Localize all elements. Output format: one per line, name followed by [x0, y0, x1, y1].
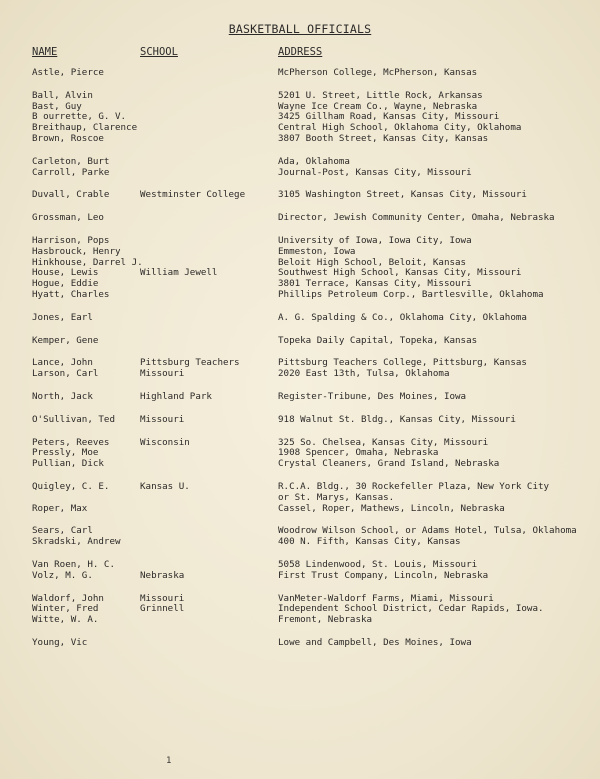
official-address: 325 So. Chelsea, Kansas City, Missouri: [278, 436, 489, 448]
official-address: A. G. Spalding & Co., Oklahoma City, Oklahoma: [278, 311, 527, 323]
official-row: [0, 134, 600, 145]
official-name: Hinkhouse, Darrel J.: [32, 256, 143, 268]
official-address: Phillips Petroleum Corp., Bartlesville, Oklahoma: [278, 288, 544, 300]
entry-group: [0, 415, 600, 426]
official-row: [0, 369, 600, 380]
official-name: Pressly, Moe: [32, 447, 99, 459]
official-address: Ada, Oklahoma: [278, 155, 350, 167]
entry-group: [0, 482, 600, 514]
entry-group: [0, 68, 600, 79]
official-address: Director, Jewish Community Center, Omaha, Nebraska: [278, 212, 555, 224]
official-name: Winter, Fred: [32, 603, 99, 615]
official-school: Highland Park: [140, 390, 212, 402]
official-row: [0, 638, 600, 649]
official-name: O'Sullivan, Ted: [32, 413, 115, 425]
entry-group: [0, 594, 600, 626]
official-name: Sears, Carl: [32, 525, 93, 537]
entry-group: [0, 438, 600, 470]
official-name: House, Lewis: [32, 267, 99, 279]
official-name: Bast, Guy: [32, 100, 82, 112]
official-name: Harrison, Pops: [32, 234, 110, 246]
entry-group: [0, 91, 600, 145]
official-address: 5058 Lindenwood, St. Louis, Missouri: [278, 558, 478, 570]
official-row: [0, 415, 600, 426]
official-name: North, Jack: [32, 390, 93, 402]
official-name: Duvall, Crable: [32, 189, 110, 201]
official-address: Cassel, Roper, Mathews, Lincoln, Nebraska: [278, 502, 505, 514]
official-school: Missouri: [140, 592, 185, 604]
official-address: 2020 East 13th, Tulsa, Oklahoma: [278, 368, 450, 380]
official-row: [0, 504, 600, 515]
entry-group: [0, 526, 600, 548]
official-address: Beloit High School, Beloit, Kansas: [278, 256, 467, 268]
official-row: [0, 459, 600, 470]
official-address: Fremont, Nebraska: [278, 614, 373, 626]
official-school: Grinnell: [140, 603, 185, 615]
official-row: [0, 571, 600, 582]
entry-group: [0, 313, 600, 324]
column-header-school: SCHOOL: [140, 46, 178, 58]
official-row: [0, 168, 600, 179]
official-row: [0, 91, 600, 102]
official-name: Astle, Pierce: [32, 67, 104, 78]
official-name: Quigley, C. E.: [32, 480, 110, 492]
official-name: Witte, W. A.: [32, 614, 99, 626]
official-name: Hogue, Eddie: [32, 278, 99, 290]
official-name: Peters, Reeves: [32, 436, 110, 448]
official-name: Van Roen, H. C.: [32, 558, 115, 570]
title-text: BASKETBALL OFFICIALS: [228, 22, 372, 36]
official-address: Central High School, Oklahoma City, Oklahoma: [278, 122, 522, 134]
entry-group: [0, 236, 600, 301]
official-address: 5201 U. Street, Little Rock, Arkansas: [278, 89, 483, 101]
official-name: Young, Vic: [32, 636, 88, 648]
official-name: Kemper, Gene: [32, 334, 99, 346]
official-name: Brown, Roscoe: [32, 132, 104, 144]
official-name: Volz, M. G.: [32, 569, 93, 581]
official-name: Grossman, Leo: [32, 212, 104, 224]
official-address: 3105 Washington Street, Kansas City, Missouri: [278, 189, 527, 201]
entry-group: [0, 190, 600, 201]
official-name: Carroll, Parke: [32, 166, 110, 178]
official-row: [0, 290, 600, 301]
official-school: Wisconsin: [140, 436, 190, 448]
official-row: [0, 493, 600, 504]
official-name: Waldorf, John: [32, 592, 104, 604]
official-name: Breithaup, Clarence: [32, 122, 138, 134]
official-name: Skradski, Andrew: [32, 536, 121, 548]
official-school: William Jewell: [140, 267, 218, 279]
official-school: Missouri: [140, 413, 185, 425]
official-address: 3807 Booth Street, Kansas City, Kansas: [278, 132, 489, 144]
entry-group: [0, 358, 600, 380]
official-row: [0, 615, 600, 626]
official-address: Register-Tribune, Des Moines, Iowa: [278, 390, 467, 402]
official-address: 918 Walnut St. Bldg., Kansas City, Missouri: [278, 413, 516, 425]
official-school: Westminster College: [140, 189, 246, 201]
official-address: Wayne Ice Cream Co., Wayne, Nebraska: [278, 100, 478, 112]
official-row: [0, 313, 600, 324]
official-address: Pittsburg Teachers College, Pittsburg, Kansas: [278, 357, 527, 369]
entry-group: [0, 213, 600, 224]
official-name: Larson, Carl: [32, 368, 99, 380]
official-row: [0, 392, 600, 403]
page-number: 1: [166, 756, 172, 766]
official-address: 400 N. Fifth, Kansas City, Kansas: [278, 536, 461, 548]
column-header-name: NAME: [32, 46, 58, 58]
official-address: 1908 Spencer, Omaha, Nebraska: [278, 447, 439, 459]
entry-group: [0, 392, 600, 403]
official-address: VanMeter-Waldorf Farms, Miami, Missouri: [278, 592, 494, 604]
officials-list: [0, 68, 600, 661]
official-name: Lance, John: [32, 357, 93, 369]
official-school: Nebraska: [140, 569, 185, 581]
official-address: R.C.A. Bldg., 30 Rockefeller Plaza, New York City: [278, 480, 550, 492]
official-row: [0, 68, 600, 79]
official-address: Emmeston, Iowa: [278, 245, 356, 257]
official-address: Journal-Post, Kansas City, Missouri: [278, 166, 472, 178]
official-name: B ourrette, G. V.: [32, 111, 127, 123]
official-address: 3425 Gillham Road, Kansas City, Missouri: [278, 111, 500, 123]
column-header-address: ADDRESS: [278, 46, 323, 58]
official-address: Woodrow Wilson School, or Adams Hotel, Tulsa, Oklahoma: [278, 525, 577, 537]
official-address: Topeka Daily Capital, Topeka, Kansas: [278, 334, 478, 346]
official-name: Carleton, Burt: [32, 155, 110, 167]
document-title: [0, 22, 600, 36]
official-address: Lowe and Campbell, Des Moines, Iowa: [278, 636, 472, 648]
official-row: [0, 213, 600, 224]
official-row: [0, 247, 600, 258]
entry-group: [0, 638, 600, 649]
official-name: Jones, Earl: [32, 311, 93, 323]
official-row: [0, 336, 600, 347]
official-address: Independent School District, Cedar Rapids, Iowa.: [278, 603, 544, 615]
official-row: [0, 157, 600, 168]
official-name: Ball, Alvin: [32, 89, 93, 101]
entry-group: [0, 157, 600, 179]
official-address: Crystal Cleaners, Grand Island, Nebraska: [278, 458, 500, 470]
official-name: Hyatt, Charles: [32, 288, 110, 300]
official-address: Southwest High School, Kansas City, Missouri: [278, 267, 522, 279]
official-name: Roper, Max: [32, 502, 88, 514]
official-name: Hasbrouck, Henry: [32, 245, 121, 257]
official-school: Pittsburg Teachers: [140, 357, 240, 369]
official-address: or St. Marys, Kansas.: [278, 491, 395, 503]
official-school: Missouri: [140, 368, 185, 380]
official-address: 3801 Terrace, Kansas City, Missouri: [278, 278, 472, 290]
official-row: [0, 190, 600, 201]
official-address: University of Iowa, Iowa City, Iowa: [278, 234, 472, 246]
official-address: First Trust Company, Lincoln, Nebraska: [278, 569, 489, 581]
official-school: Kansas U.: [140, 480, 190, 492]
entry-group: [0, 336, 600, 347]
official-row: [0, 537, 600, 548]
official-name: Pullian, Dick: [32, 458, 104, 470]
entry-group: [0, 560, 600, 582]
official-address: McPherson College, McPherson, Kansas: [278, 67, 478, 78]
